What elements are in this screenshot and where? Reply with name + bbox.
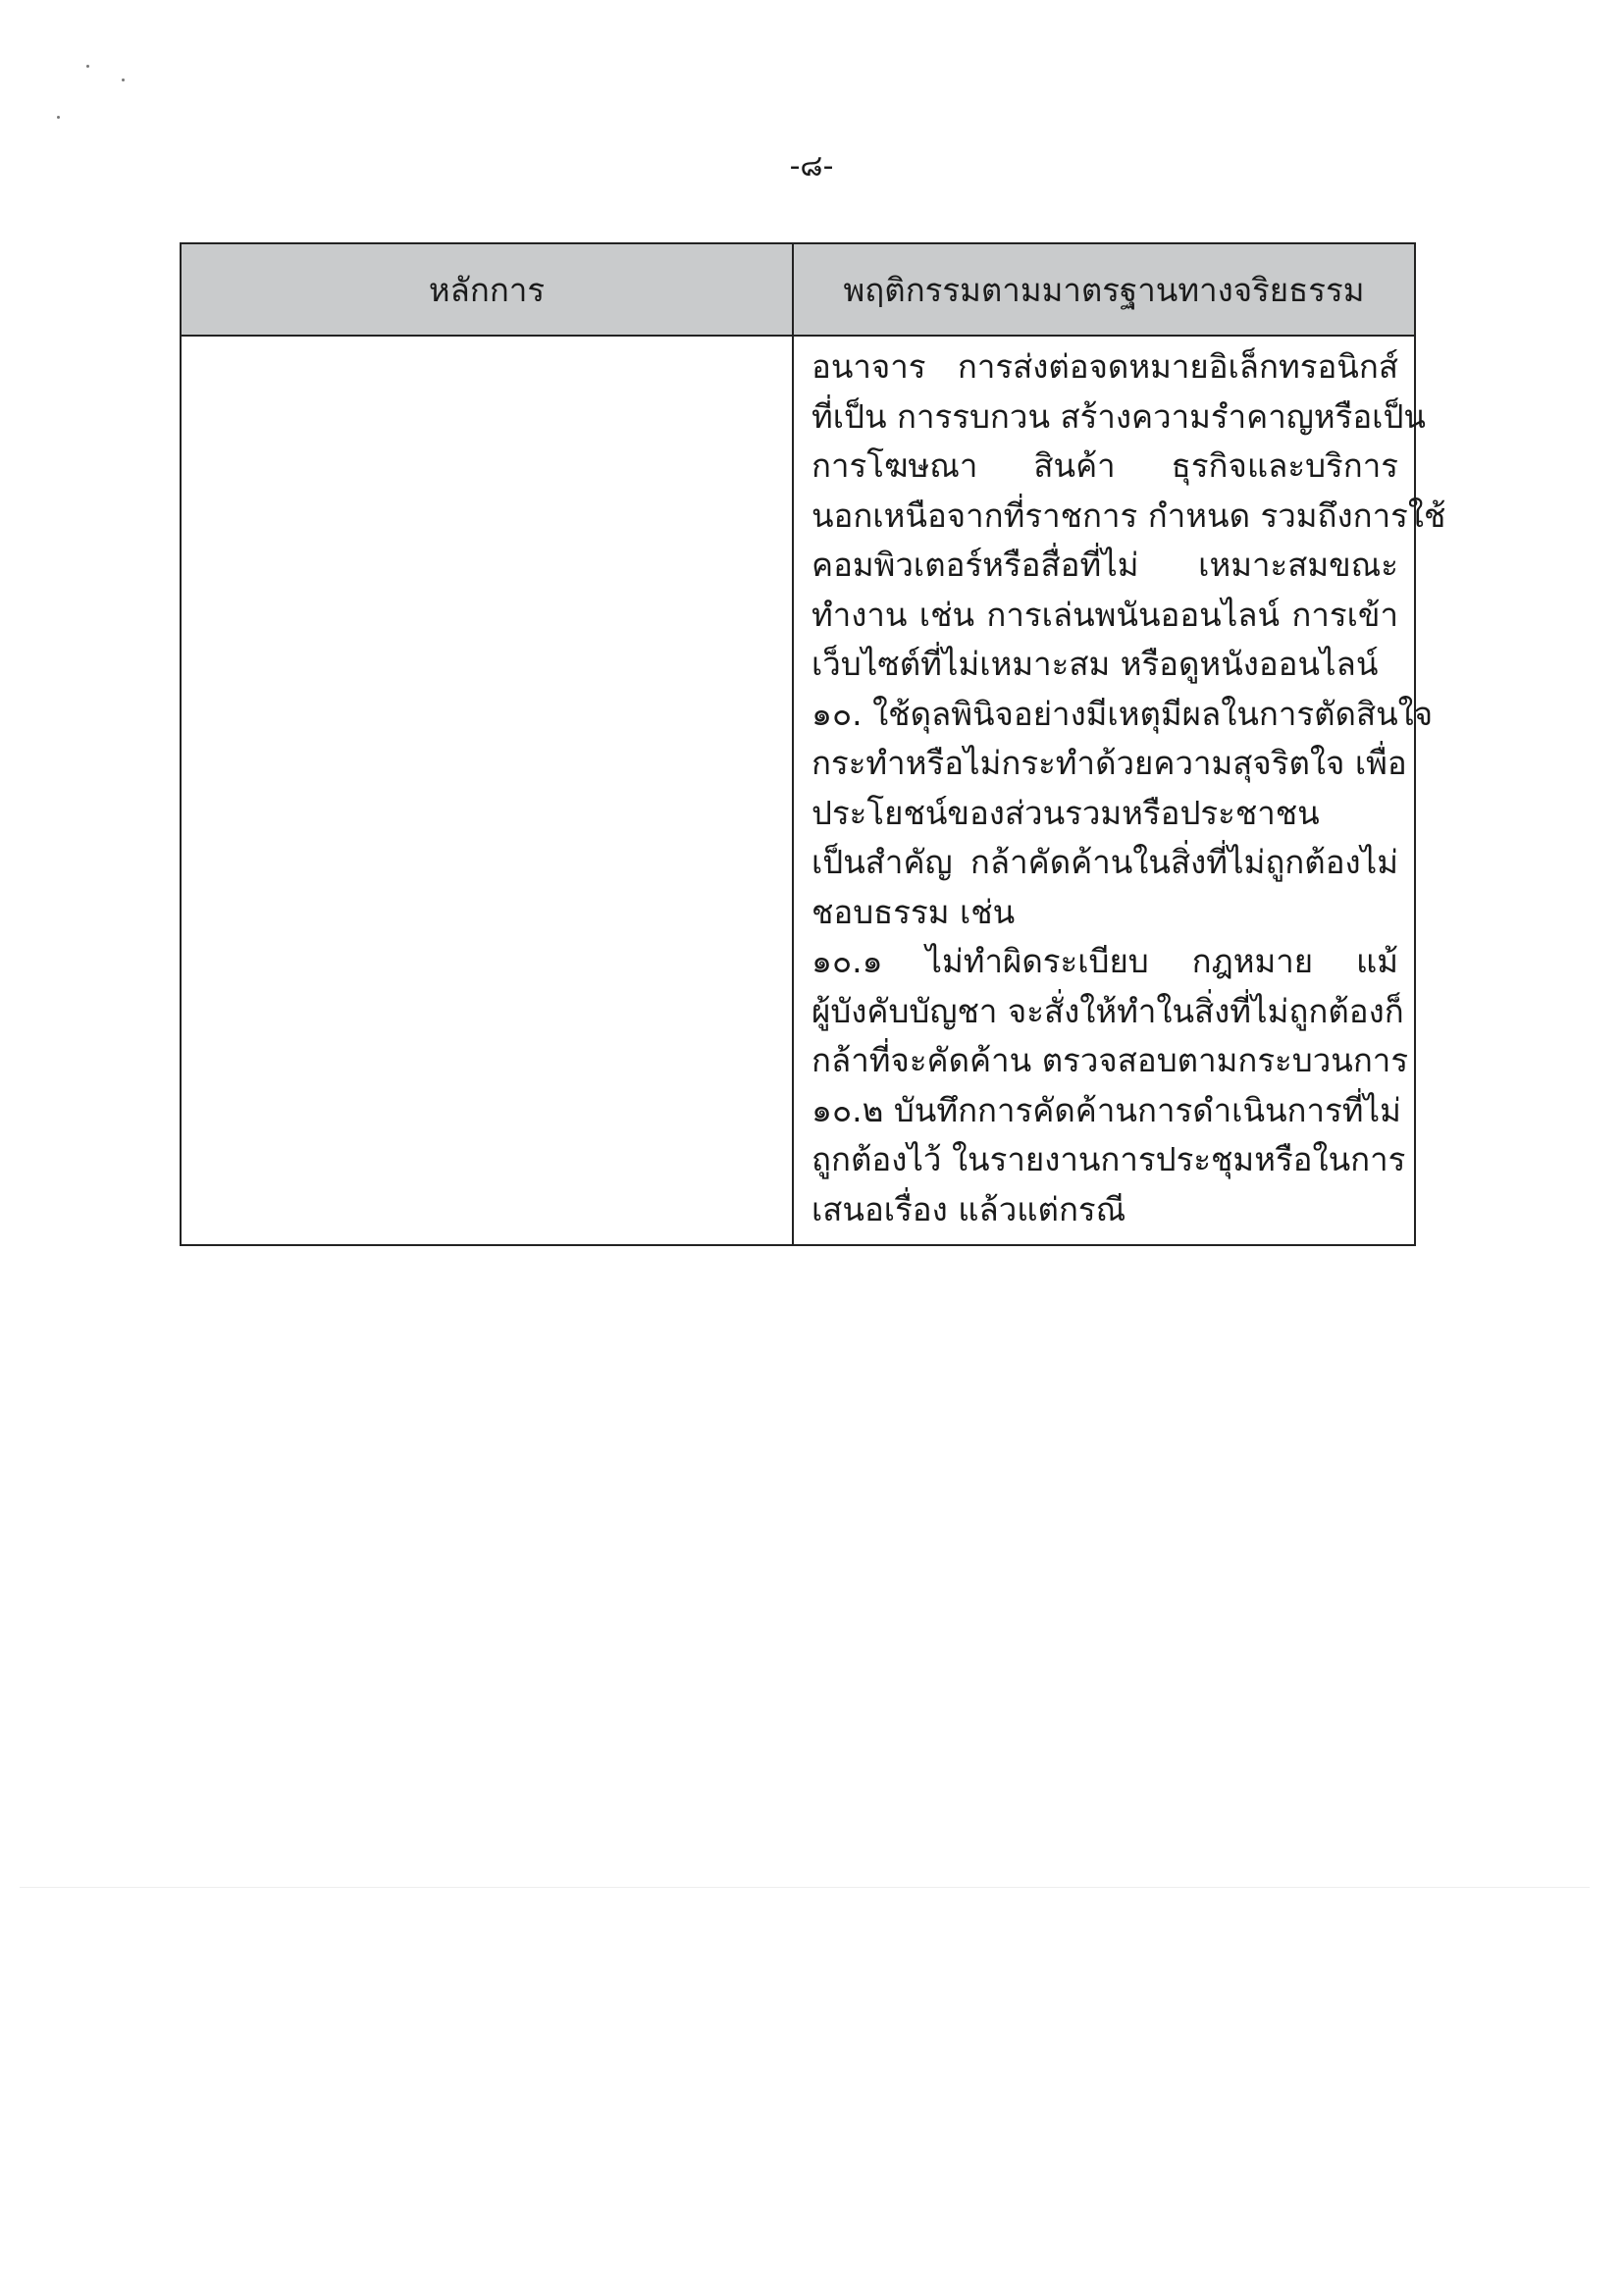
scan-speck bbox=[86, 65, 89, 68]
table-header-row bbox=[181, 243, 1415, 336]
behavior-line: ผู้บังคับบัญชา จะสั่งให้ทำในสิ่งที่ไม่ถูกต้องก็ bbox=[812, 991, 1404, 1030]
scan-artifact-line bbox=[20, 1887, 1590, 1888]
behavior-line: เสนอเรื่อง แล้วแต่กรณี bbox=[812, 1189, 1126, 1228]
header-principle: หลักการ bbox=[181, 243, 793, 336]
ethics-standards-table bbox=[180, 242, 1446, 1246]
behavior-line: ที่เป็น การรบกวน สร้างความรำคาญหรือเป็น bbox=[812, 396, 1426, 436]
page-number: -๘- bbox=[789, 149, 834, 183]
behavior-line: ทำงาน เช่น การเล่นพนันออนไลน์ การเข้า bbox=[812, 595, 1398, 634]
behavior-line: เป็นสำคัญ กล้าคัดค้านในสิ่งที่ไม่ถูกต้องไม่ bbox=[812, 843, 1398, 881]
header-behavior: พฤติกรรมตามมาตรฐานทางจริยธรรม bbox=[793, 243, 1415, 336]
behavior-line: การโฆษณา สินค้า ธุรกิจและบริการ bbox=[812, 446, 1398, 485]
behavior-line: เว็บไซต์ที่ไม่เหมาะสม หรือดูหนังออนไลน์ bbox=[812, 645, 1379, 683]
scan-speck bbox=[122, 78, 125, 81]
scan-speck bbox=[57, 116, 60, 119]
behavior-line: ประโยชน์ของส่วนรวมหรือประชาชน bbox=[812, 793, 1320, 832]
behavior-line: อนาจาร การส่งต่อจดหมายอิเล็กทรอนิกส์ bbox=[812, 347, 1398, 386]
behavior-line: คอมพิวเตอร์หรือสื่อที่ไม่ เหมาะสมขณะ bbox=[812, 546, 1398, 584]
behavior-line: ๑๐.๒ บันทึกการคัดค้านการดำเนินการที่ไม่ bbox=[812, 1090, 1401, 1129]
behavior-line: ๑๐. ใช้ดุลพินิจอย่างมีเหตุมีผลในการตัดสินใจ bbox=[812, 694, 1434, 733]
behavior-line: กล้าที่จะคัดค้าน ตรวจสอบตามกระบวนการ bbox=[812, 1041, 1409, 1079]
behavior-line: กระทำหรือไม่กระทำด้วยความสุจริตใจ เพื่อ bbox=[812, 744, 1407, 782]
cell-behavior bbox=[793, 336, 1446, 1245]
behavior-line: ถูกต้องไว้ ในรายงานการประชุมหรือในการ bbox=[812, 1140, 1406, 1178]
behavior-text bbox=[794, 337, 1446, 1244]
table-row bbox=[181, 336, 1415, 1245]
behavior-line: ชอบธรรม เช่น bbox=[812, 892, 1016, 931]
cell-principle bbox=[181, 336, 793, 1245]
behavior-line: ๑๐.๑ ไม่ทำผิดระเบียบ กฎหมาย แม้ bbox=[812, 942, 1398, 980]
behavior-line: นอกเหนือจากที่ราชการ กำหนด รวมถึงการใช้ bbox=[812, 496, 1446, 535]
